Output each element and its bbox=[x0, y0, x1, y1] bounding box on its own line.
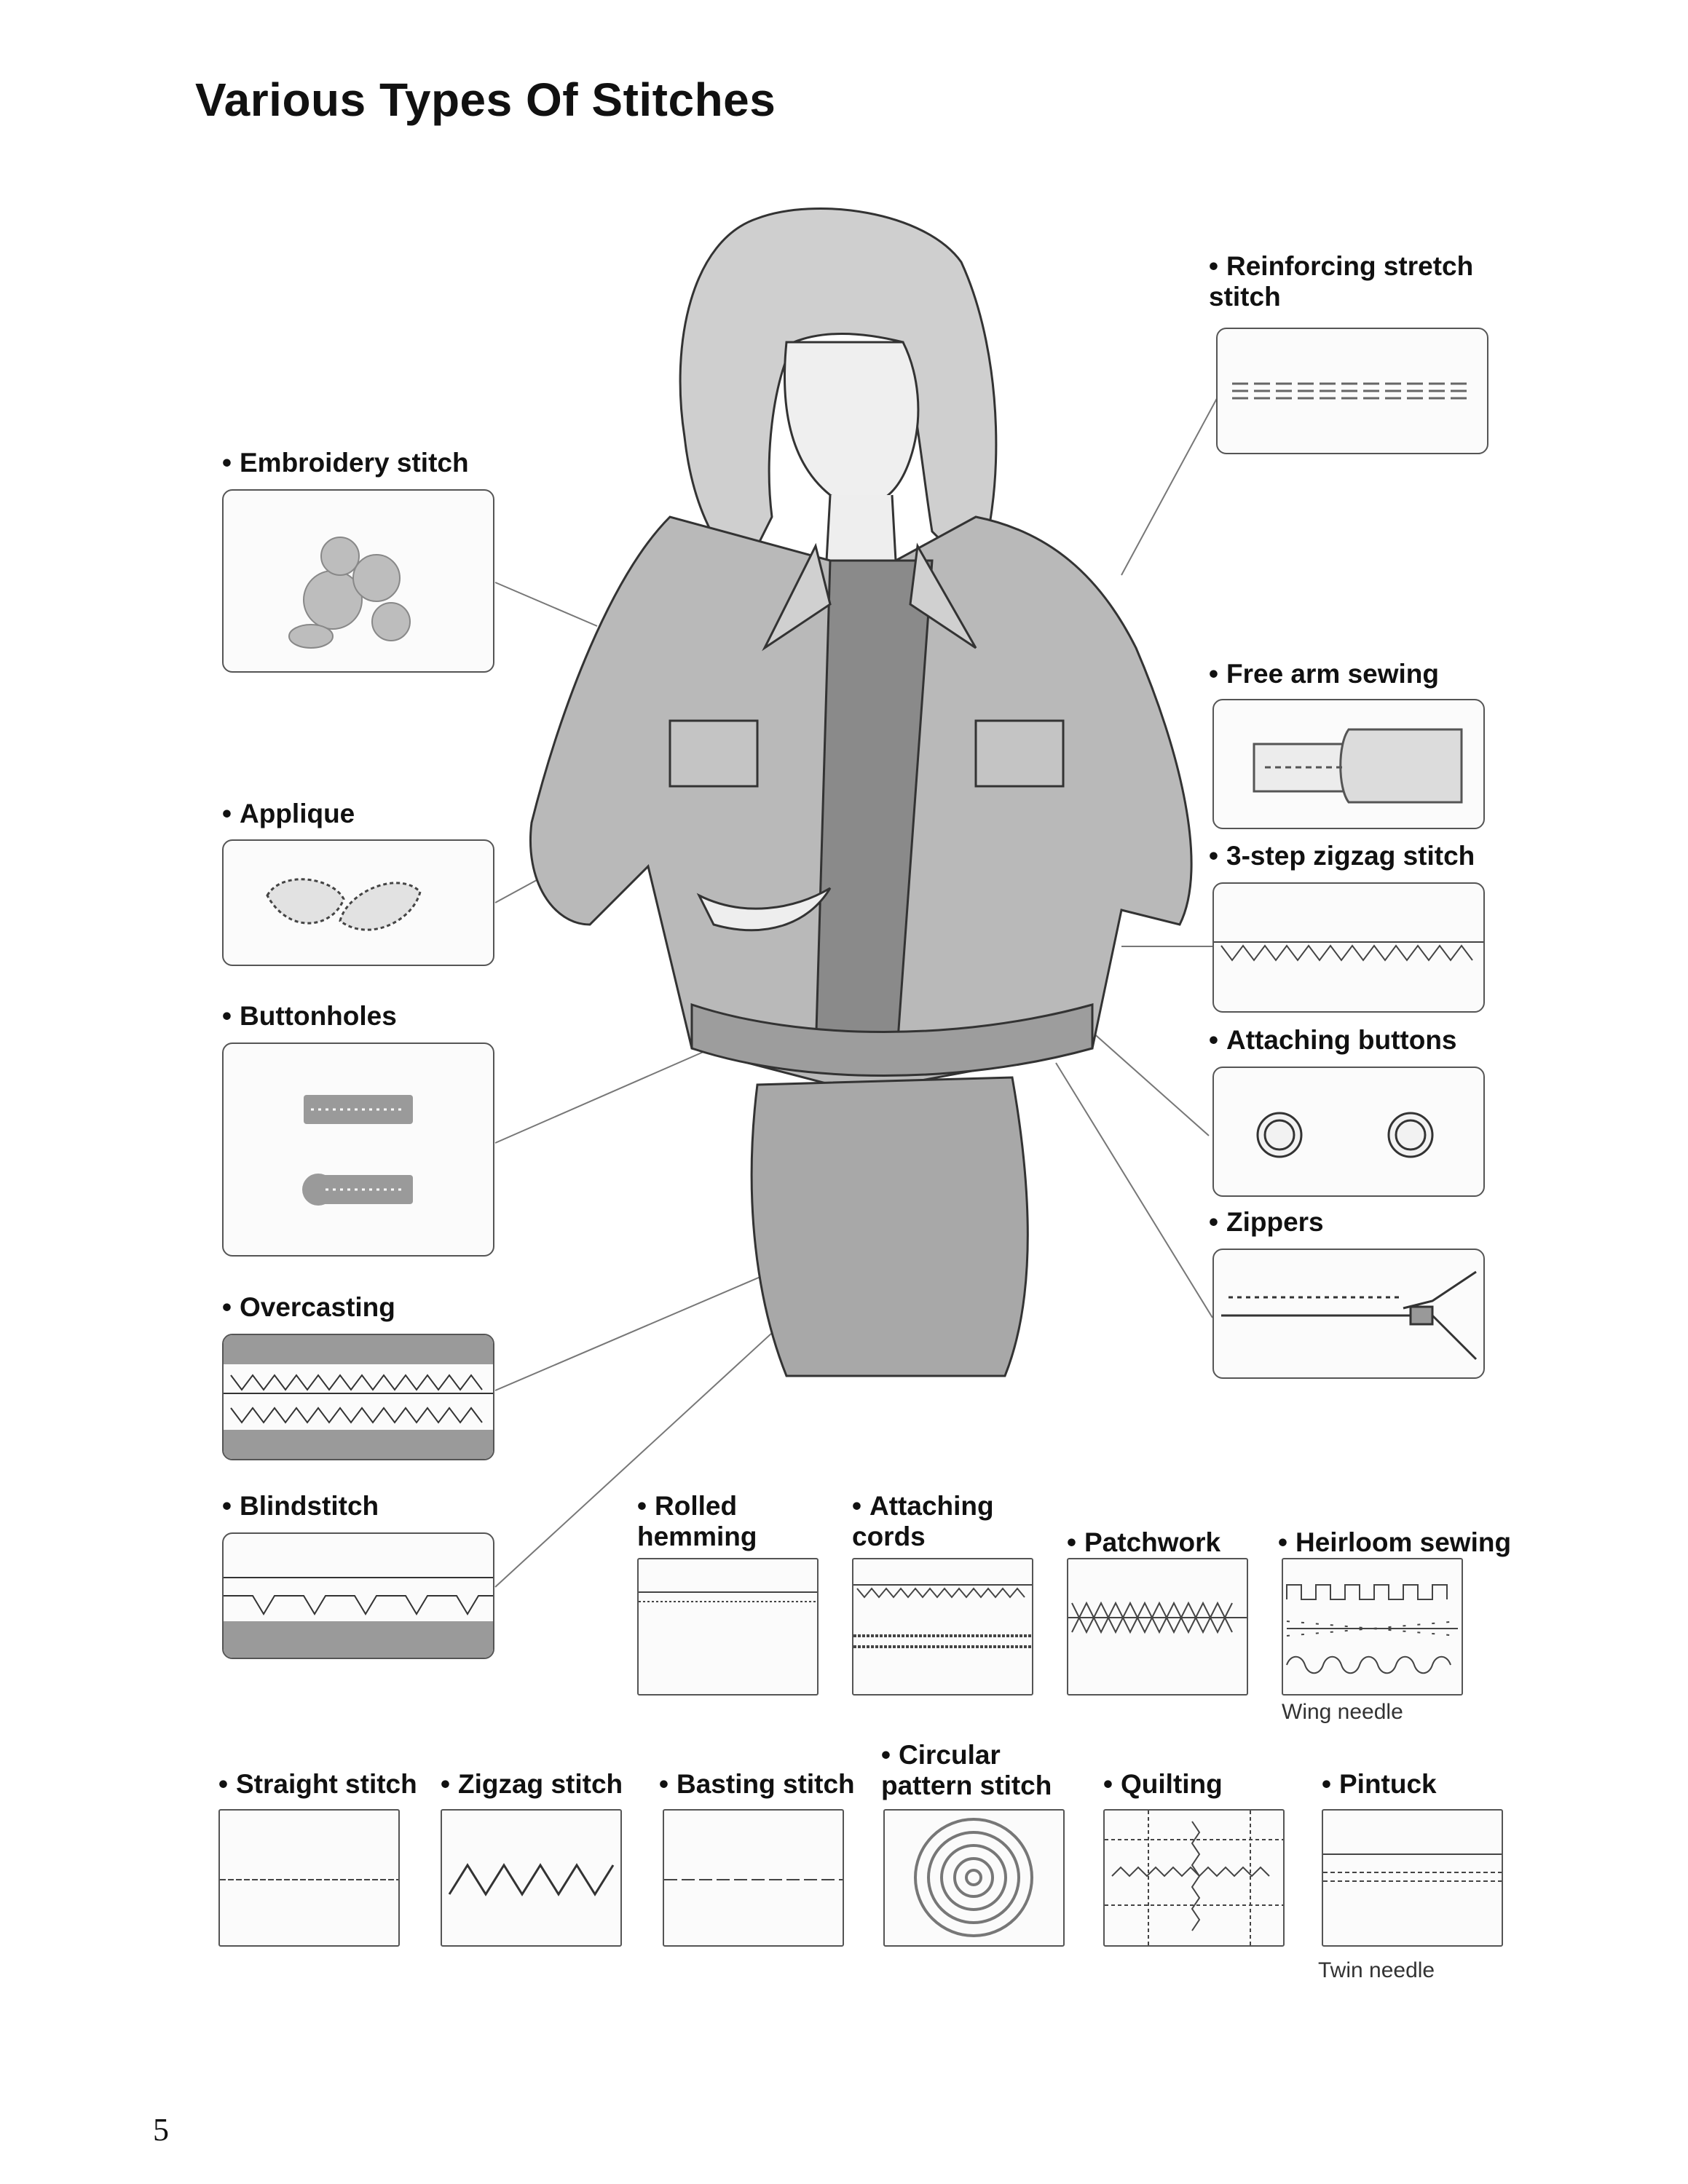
label-attaching-buttons: • Attaching buttons bbox=[1209, 1025, 1457, 1055]
label-overcasting: • Overcasting bbox=[222, 1292, 395, 1322]
page-title: Various Types Of Stitches bbox=[195, 74, 776, 126]
sample-reinforcing-stretch-stitch bbox=[1216, 328, 1488, 454]
label-reinforcing-stretch-stitch: • Reinforcing stretch stitch bbox=[1209, 251, 1474, 312]
sample-rolled-hemming bbox=[637, 1558, 819, 1696]
label-rolled-hemming: • Rolled hemming bbox=[637, 1491, 757, 1551]
sample-buttonholes bbox=[222, 1042, 494, 1257]
woman-in-jacket-illustration bbox=[451, 197, 1238, 1405]
sample-heirloom-sewing bbox=[1282, 1558, 1463, 1696]
label-patchwork: • Patchwork bbox=[1067, 1527, 1221, 1557]
sample-pintuck bbox=[1322, 1809, 1503, 1947]
label-zigzag-stitch: • Zigzag stitch bbox=[441, 1769, 623, 1799]
page-number: 5 bbox=[153, 2112, 169, 2148]
sample-free-arm-sewing bbox=[1212, 699, 1485, 829]
sample-embroidery-stitch bbox=[222, 489, 494, 673]
sample-attaching-buttons bbox=[1212, 1067, 1485, 1197]
sample-straight-stitch bbox=[218, 1809, 400, 1947]
label-heirloom-sewing: • Heirloom sewing bbox=[1278, 1527, 1512, 1557]
sample-basting-stitch bbox=[663, 1809, 844, 1947]
label-basting-stitch: • Basting stitch bbox=[659, 1769, 855, 1799]
label-applique: • Applique bbox=[222, 799, 355, 828]
label-zippers: • Zippers bbox=[1209, 1207, 1324, 1237]
label-blindstitch: • Blindstitch bbox=[222, 1491, 379, 1521]
note-wing-needle: Wing needle bbox=[1282, 1700, 1403, 1724]
label-free-arm-sewing: • Free arm sewing bbox=[1209, 659, 1440, 689]
label-attaching-cords: • Attaching cords bbox=[852, 1491, 994, 1551]
note-twin-needle: Twin needle bbox=[1318, 1958, 1435, 1982]
sample-zippers bbox=[1212, 1249, 1485, 1379]
sample-3-step-zigzag-stitch bbox=[1212, 882, 1485, 1013]
label-quilting: • Quilting bbox=[1103, 1769, 1223, 1799]
label-straight-stitch: • Straight stitch bbox=[218, 1769, 417, 1799]
sample-applique bbox=[222, 839, 494, 966]
sample-patchwork bbox=[1067, 1558, 1248, 1696]
sample-circular-pattern-stitch bbox=[883, 1809, 1065, 1947]
label-circular-pattern-stitch: • Circular pattern stitch bbox=[881, 1740, 1052, 1800]
label-embroidery-stitch: • Embroidery stitch bbox=[222, 448, 469, 478]
sample-quilting bbox=[1103, 1809, 1285, 1947]
sample-overcasting bbox=[222, 1334, 494, 1460]
label-pintuck: • Pintuck bbox=[1322, 1769, 1437, 1799]
label-buttonholes: • Buttonholes bbox=[222, 1001, 397, 1031]
sample-blindstitch bbox=[222, 1532, 494, 1659]
sample-zigzag-stitch bbox=[441, 1809, 622, 1947]
sample-attaching-cords bbox=[852, 1558, 1033, 1696]
label-3-step-zigzag-stitch: • 3-step zigzag stitch bbox=[1209, 841, 1475, 871]
